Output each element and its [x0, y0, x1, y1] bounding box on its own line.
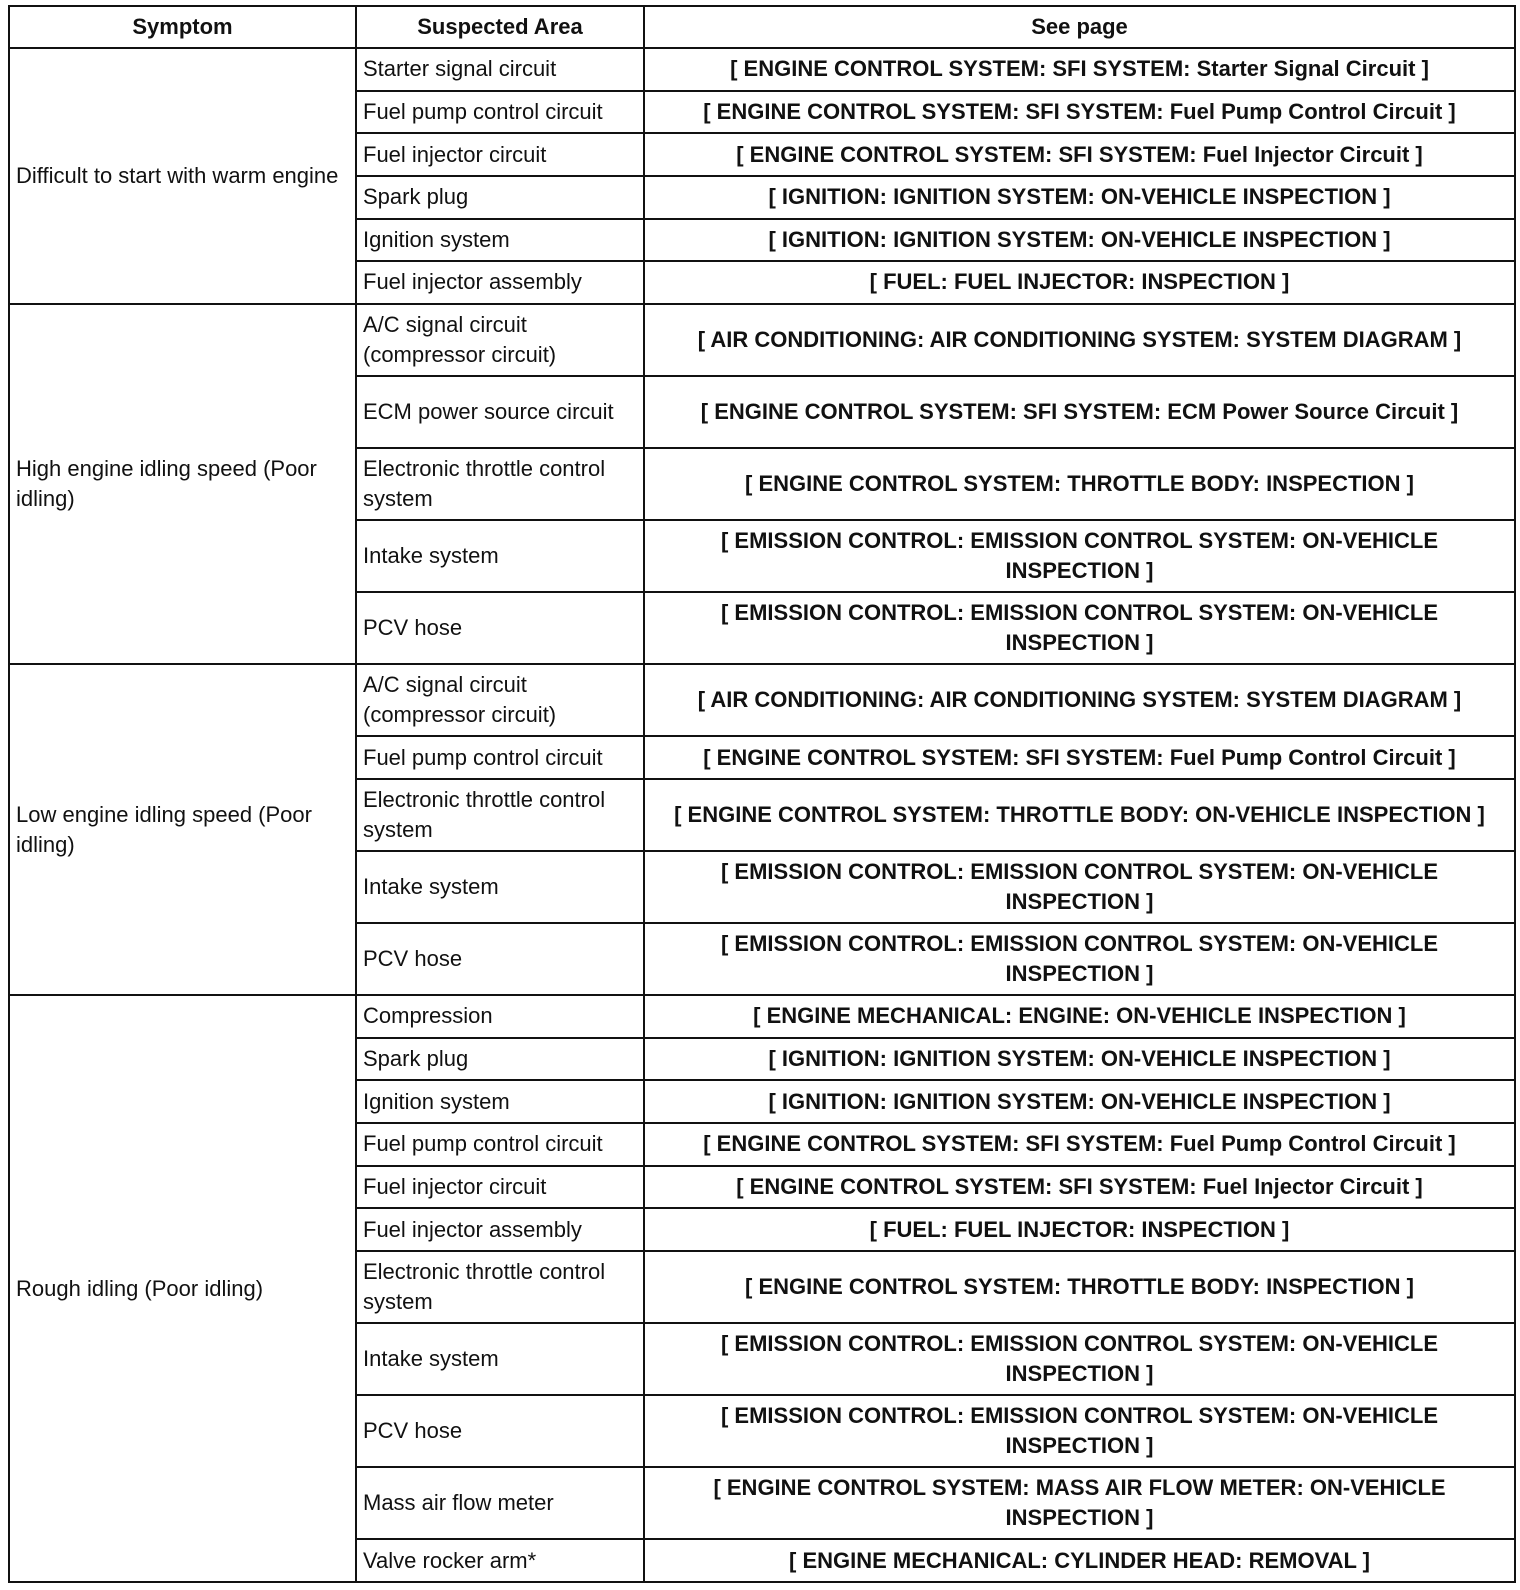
suspected-area-cell: Fuel pump control circuit	[356, 736, 644, 779]
suspected-area-cell: Electronic throttle control system	[356, 1251, 644, 1323]
suspected-area-cell: Fuel injector assembly	[356, 1208, 644, 1251]
see-page-cell: [ ENGINE CONTROL SYSTEM: THROTTLE BODY: INSPECTION ]	[644, 1251, 1515, 1323]
suspected-area-cell: Intake system	[356, 520, 644, 592]
suspected-area-cell: Fuel injector circuit	[356, 133, 644, 176]
symptom-cell: Low engine idling speed (Poor idling)	[9, 664, 356, 995]
table-row	[9, 995, 1515, 1038]
see-page-cell: [ ENGINE CONTROL SYSTEM: SFI SYSTEM: Starter Signal Circuit ]	[644, 48, 1515, 91]
symptom-cell: Rough idling (Poor idling)	[9, 995, 356, 1582]
suspected-area-cell: Fuel pump control circuit	[356, 1123, 644, 1166]
header-symptom: Symptom	[9, 6, 356, 48]
see-page-cell: [ EMISSION CONTROL: EMISSION CONTROL SYSTEM: ON-VEHICLE INSPECTION ]	[644, 851, 1515, 923]
suspected-area-cell: PCV hose	[356, 592, 644, 664]
see-page-cell: [ AIR CONDITIONING: AIR CONDITIONING SYSTEM: SYSTEM DIAGRAM ]	[644, 664, 1515, 736]
suspected-area-cell: PCV hose	[356, 923, 644, 995]
see-page-cell: [ ENGINE MECHANICAL: CYLINDER HEAD: REMOVAL ]	[644, 1539, 1515, 1582]
suspected-area-cell: Electronic throttle control system	[356, 779, 644, 851]
suspected-area-cell: Intake system	[356, 851, 644, 923]
symptom-cell: High engine idling speed (Poor idling)	[9, 304, 356, 664]
suspected-area-cell: A/C signal circuit (compressor circuit)	[356, 664, 644, 736]
see-page-cell: [ ENGINE CONTROL SYSTEM: THROTTLE BODY: ON-VEHICLE INSPECTION ]	[644, 779, 1515, 851]
see-page-cell: [ FUEL: FUEL INJECTOR: INSPECTION ]	[644, 1208, 1515, 1251]
suspected-area-cell: A/C signal circuit (compressor circuit)	[356, 304, 644, 376]
suspected-area-cell: Valve rocker arm*	[356, 1539, 644, 1582]
suspected-area-cell: Intake system	[356, 1323, 644, 1395]
see-page-cell: [ ENGINE CONTROL SYSTEM: MASS AIR FLOW METER: ON-VEHICLE INSPECTION ]	[644, 1467, 1515, 1539]
see-page-cell: [ EMISSION CONTROL: EMISSION CONTROL SYSTEM: ON-VEHICLE INSPECTION ]	[644, 923, 1515, 995]
symptom-cell: Difficult to start with warm engine	[9, 48, 356, 304]
suspected-area-cell: Mass air flow meter	[356, 1467, 644, 1539]
suspected-area-cell: Ignition system	[356, 1080, 644, 1123]
see-page-cell: [ EMISSION CONTROL: EMISSION CONTROL SYSTEM: ON-VEHICLE INSPECTION ]	[644, 1395, 1515, 1467]
see-page-cell: [ IGNITION: IGNITION SYSTEM: ON-VEHICLE INSPECTION ]	[644, 176, 1515, 219]
table-body	[9, 48, 1515, 1582]
see-page-cell: [ IGNITION: IGNITION SYSTEM: ON-VEHICLE INSPECTION ]	[644, 1038, 1515, 1081]
suspected-area-cell: PCV hose	[356, 1395, 644, 1467]
see-page-cell: [ EMISSION CONTROL: EMISSION CONTROL SYSTEM: ON-VEHICLE INSPECTION ]	[644, 520, 1515, 592]
see-page-cell: [ ENGINE CONTROL SYSTEM: SFI SYSTEM: Fuel Injector Circuit ]	[644, 1166, 1515, 1209]
suspected-area-cell: Ignition system	[356, 219, 644, 262]
suspected-area-cell: Electronic throttle control system	[356, 448, 644, 520]
see-page-cell: [ IGNITION: IGNITION SYSTEM: ON-VEHICLE INSPECTION ]	[644, 219, 1515, 262]
header-see-page: See page	[644, 6, 1515, 48]
see-page-cell: [ FUEL: FUEL INJECTOR: INSPECTION ]	[644, 261, 1515, 304]
suspected-area-cell: Compression	[356, 995, 644, 1038]
see-page-cell: [ EMISSION CONTROL: EMISSION CONTROL SYSTEM: ON-VEHICLE INSPECTION ]	[644, 592, 1515, 664]
see-page-cell: [ ENGINE CONTROL SYSTEM: SFI SYSTEM: Fuel Pump Control Circuit ]	[644, 1123, 1515, 1166]
suspected-area-cell: Spark plug	[356, 176, 644, 219]
suspected-area-cell: Fuel injector circuit	[356, 1166, 644, 1209]
header-row	[9, 6, 1515, 48]
troubleshooting-table	[8, 5, 1516, 1583]
suspected-area-cell: ECM power source circuit	[356, 376, 644, 448]
header-suspected-area: Suspected Area	[356, 6, 644, 48]
see-page-cell: [ ENGINE CONTROL SYSTEM: SFI SYSTEM: Fuel Pump Control Circuit ]	[644, 736, 1515, 779]
see-page-cell: [ ENGINE CONTROL SYSTEM: THROTTLE BODY: INSPECTION ]	[644, 448, 1515, 520]
table-row	[9, 48, 1515, 91]
table-row	[9, 304, 1515, 376]
see-page-cell: [ ENGINE CONTROL SYSTEM: SFI SYSTEM: Fuel Injector Circuit ]	[644, 133, 1515, 176]
suspected-area-cell: Spark plug	[356, 1038, 644, 1081]
suspected-area-cell: Starter signal circuit	[356, 48, 644, 91]
suspected-area-cell: Fuel pump control circuit	[356, 91, 644, 134]
see-page-cell: [ ENGINE CONTROL SYSTEM: SFI SYSTEM: Fuel Pump Control Circuit ]	[644, 91, 1515, 134]
see-page-cell: [ AIR CONDITIONING: AIR CONDITIONING SYSTEM: SYSTEM DIAGRAM ]	[644, 304, 1515, 376]
see-page-cell: [ IGNITION: IGNITION SYSTEM: ON-VEHICLE INSPECTION ]	[644, 1080, 1515, 1123]
see-page-cell: [ EMISSION CONTROL: EMISSION CONTROL SYSTEM: ON-VEHICLE INSPECTION ]	[644, 1323, 1515, 1395]
table-row	[9, 664, 1515, 736]
suspected-area-cell: Fuel injector assembly	[356, 261, 644, 304]
see-page-cell: [ ENGINE CONTROL SYSTEM: SFI SYSTEM: ECM Power Source Circuit ]	[644, 376, 1515, 448]
see-page-cell: [ ENGINE MECHANICAL: ENGINE: ON-VEHICLE INSPECTION ]	[644, 995, 1515, 1038]
